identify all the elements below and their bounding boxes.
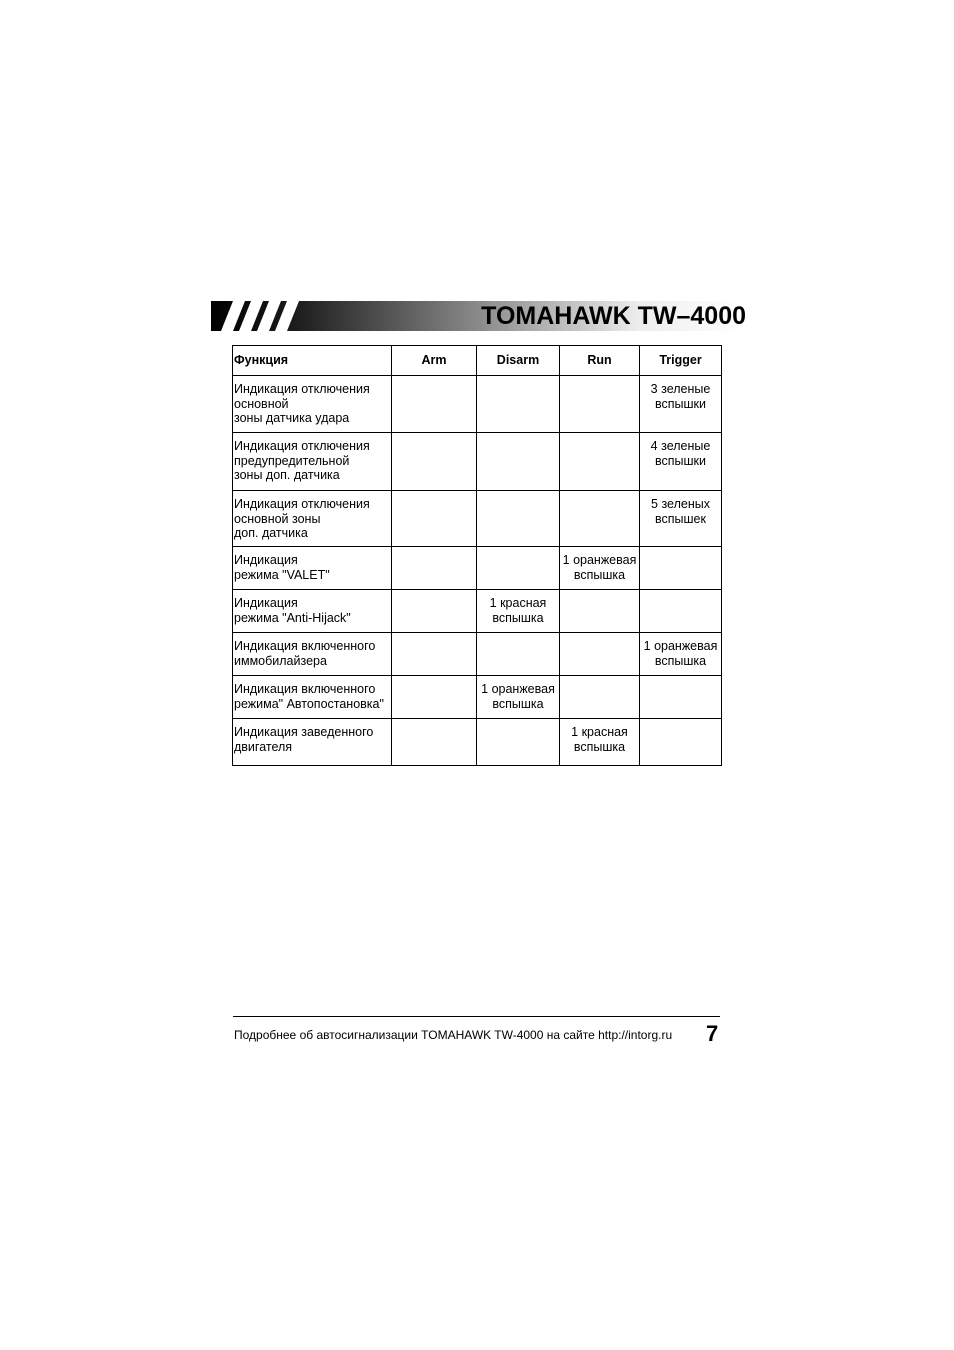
- table-row: [233, 676, 722, 719]
- function-cell: Индикация отключения предупредительной зоны доп. датчика: [233, 433, 392, 491]
- header-band: [211, 301, 746, 331]
- disarm-cell: [477, 433, 560, 491]
- page-number: 7: [706, 1021, 719, 1046]
- arm-cell: [392, 590, 477, 633]
- run-cell: [560, 376, 640, 433]
- table-row: [233, 633, 722, 676]
- column-header-disarm: Disarm: [477, 346, 560, 376]
- disarm-cell: [477, 633, 560, 676]
- disarm-cell: [477, 719, 560, 766]
- disarm-cell: [477, 547, 560, 590]
- arm-cell: [392, 433, 477, 491]
- page-title: TOMAHAWK TW–4000: [481, 302, 746, 330]
- column-header-trigger: Trigger: [640, 346, 722, 376]
- table-row: [233, 376, 722, 433]
- run-cell: [560, 590, 640, 633]
- disarm-cell: [477, 491, 560, 547]
- arm-cell: [392, 676, 477, 719]
- function-cell: Индикация отключения основной зоны датчика удара: [233, 376, 392, 433]
- run-cell: [560, 433, 640, 491]
- table-row: [233, 433, 722, 491]
- disarm-cell: 1 красная вспышка: [477, 590, 560, 633]
- column-header-run: Run: [560, 346, 640, 376]
- footer-divider: [233, 1016, 720, 1017]
- run-cell: 1 красная вспышка: [560, 719, 640, 766]
- trigger-cell: [640, 590, 722, 633]
- function-cell: Индикация заведенного двигателя: [233, 719, 392, 766]
- footer-note: Подробнее об автосигнализации TOMAHAWK TW-4000 на сайте http://intorg.ru: [234, 1028, 673, 1042]
- table-row: [233, 491, 722, 547]
- table-row: [233, 590, 722, 633]
- column-header-arm: Arm: [392, 346, 477, 376]
- function-cell: Индикация включенного режима" Автопостановка": [233, 676, 392, 719]
- column-header-function: Функция: [233, 346, 392, 376]
- disarm-cell: 1 оранжевая вспышка: [477, 676, 560, 719]
- function-cell: Индикация отключения основной зоны доп. датчика: [233, 491, 392, 547]
- arm-cell: [392, 633, 477, 676]
- trigger-cell: 1 оранжевая вспышка: [640, 633, 722, 676]
- trigger-cell: 5 зеленых вспышек: [640, 491, 722, 547]
- stripes-decoration-icon: [211, 301, 311, 331]
- trigger-cell: 3 зеленые вспышки: [640, 376, 722, 433]
- run-cell: [560, 676, 640, 719]
- function-cell: Индикация режима "Anti-Hijack": [233, 590, 392, 633]
- trigger-cell: [640, 547, 722, 590]
- function-cell: Индикация включенного иммобилайзера: [233, 633, 392, 676]
- table-header-row: [233, 346, 722, 376]
- indication-table: [232, 345, 722, 766]
- arm-cell: [392, 491, 477, 547]
- run-cell: 1 оранжевая вспышка: [560, 547, 640, 590]
- trigger-cell: 4 зеленые вспышки: [640, 433, 722, 491]
- arm-cell: [392, 719, 477, 766]
- trigger-cell: [640, 719, 722, 766]
- arm-cell: [392, 547, 477, 590]
- table-row: [233, 547, 722, 590]
- arm-cell: [392, 376, 477, 433]
- function-cell: Индикация режима "VALET": [233, 547, 392, 590]
- trigger-cell: [640, 676, 722, 719]
- run-cell: [560, 491, 640, 547]
- run-cell: [560, 633, 640, 676]
- table-row: [233, 719, 722, 766]
- disarm-cell: [477, 376, 560, 433]
